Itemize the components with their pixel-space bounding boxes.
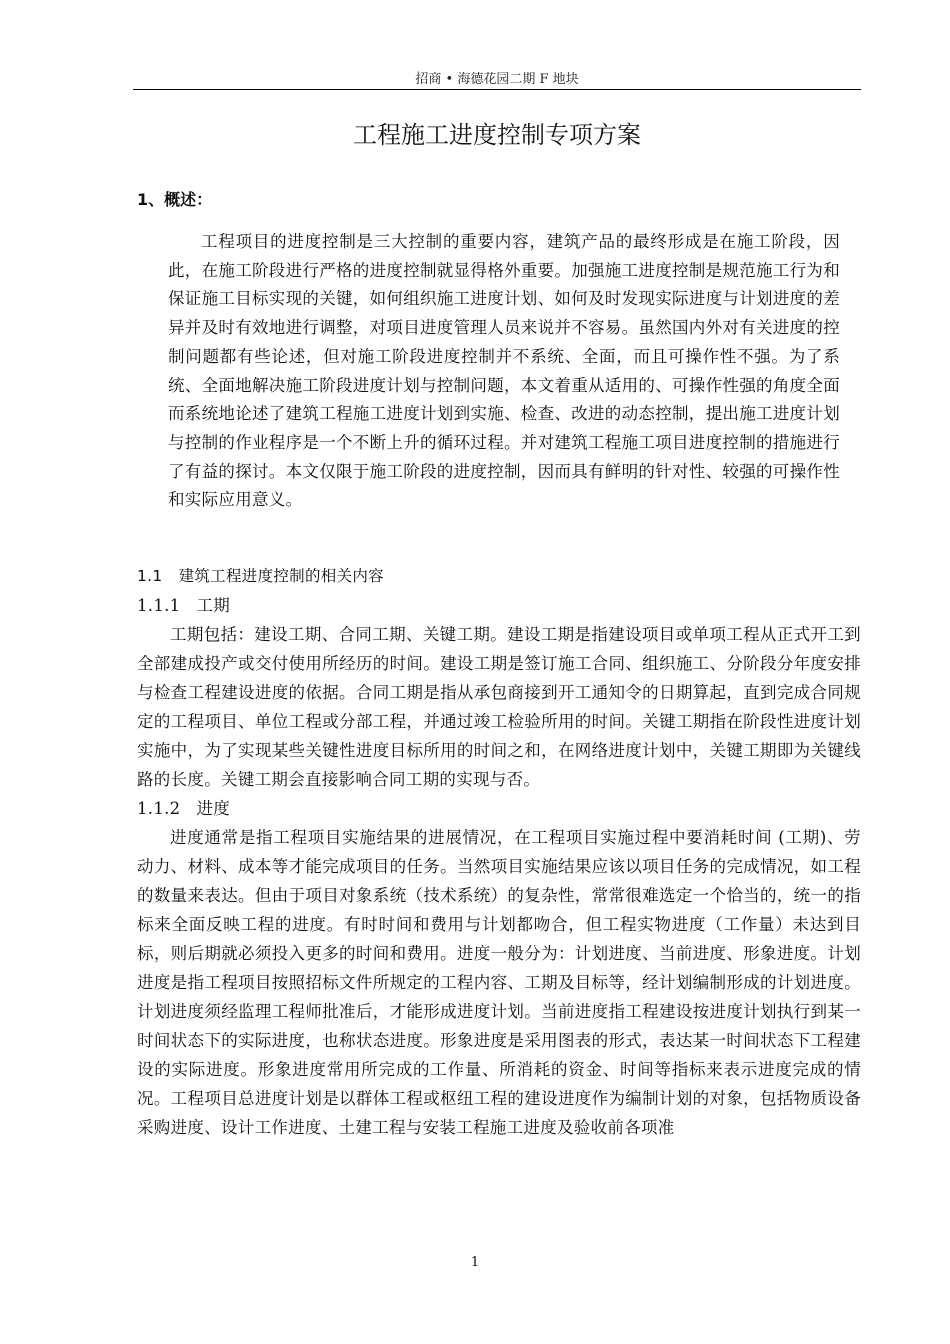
- section-1-1-1-title: 工期: [196, 596, 231, 615]
- construction-period-paragraph: 工期包括：建设工期、合同工期、关键工期。建设工期是指建设项目或单项工程从正式开工到全部建成投产或交付使用所经历的时间。建设工期是签订施工合同、组织施工、分阶段分年度安排与检查工程建设进度的依据。合同工期是指从承包商接到开工通知令的日期算起，直到完成合同规定的工程项目、单位工程或分部工程，并通过竣工检验所用的时间。关键工期指在阶段性进度计划实施中，为了实现某些关键性进度目标所用的时间之和，在网络进度计划中，关键工期即为关键线路的长度。关键工期会直接影响合同工期的实现与否。: [137, 625, 861, 789]
- header-rule: [133, 89, 861, 90]
- page-header: 招商 • 海德花园二期 F 地块: [415, 72, 579, 87]
- document-title: 工程施工进度控制专项方案: [353, 121, 641, 149]
- progress-paragraph: 进度通常是指工程项目实施结果的进展情况，在工程项目实施过程中要消耗时间 (工期)、劳动力、材料、成本等才能完成项目的任务。当然项目实施结果应该以项目任务的完成情况，如工程的数量来表达。但由于项目对象系统（技术系统）的复杂性，常常很难选定一个恰当的，统一的指标来全面反映工程的进度。有时时间和费用与计划都吻合，但工程实物进度（工作量）未达到目标，则后期就必须投入更多的时间和费用。进度一般分为：计划进度、当前进度、形象进度。计划进度是指工程项目按照招标文件所规定的工程内容、工期及目标等，经计划编制形成的计划进度。计划进度须经监理工程师批准后，才能形成进度计划。当前进度指工程建设按进度计划执行到某一时间状态下的实际进度，也称状态进度。形象进度是采用图表的形式，表达某一时间状态下工程建设的实际进度。形象进度常用所完成的工作量、所消耗的资金、时间等指标来表示进度完成的情况。工程项目总进度计划是以群体工程或枢纽工程的建设进度作为编制计划的对象，包括物质设备采购进度、设计工作进度、土建工程与安装工程施工进度及验收前各项准: [137, 828, 861, 1137]
- section-1-1-2-number: 1.1.2: [137, 799, 181, 818]
- section-1-1-heading: [137, 562, 861, 591]
- section-1-1-number: 1.1: [137, 567, 163, 585]
- page-number: 1: [470, 1255, 480, 1270]
- section-1-1-1-number: 1.1.1: [137, 596, 181, 615]
- section-1-heading: 1、概述：: [137, 190, 213, 209]
- overview-paragraph: 工程项目的进度控制是三大控制的重要内容，建筑产品的最终形成是在施工阶段，因此，在施工阶段进行严格的进度控制就显得格外重要。加强施工进度控制是规范施工行为和保证施工目标实现的关键，如何组织施工进度计划、如何及时发现实际进度与计划进度的差异并及时有效地进行调整，对项目进度管理人员来说并不容易。虽然国内外对有关进度的控制问题都有些论述，但对施工阶段进度控制并不系统、全面，而且可操作性不强。为了系统、全面地解决施工阶段进度计划与控制问题，本文着重从适用的、可操作性强的角度全面而系统地论述了建筑工程施工进度计划到实施、检查、改进的动态控制，提出施工进度计划与控制的作业程序是一个不断上升的循环过程。并对建筑工程施工项目进度控制的措施进行了有益的探讨。本文仅限于施工阶段的进度控制，因而具有鲜明的针对性、较强的可操作性和实际应用意义。: [168, 232, 840, 510]
- section-1-1-2-title: 进度: [196, 799, 231, 818]
- overview-section: [168, 228, 840, 515]
- section-1-1-2-heading: [137, 794, 861, 823]
- section-1-1-1-heading: [137, 591, 861, 620]
- section-1-1-title: 建筑工程进度控制的相关内容: [178, 567, 384, 585]
- section-1-1: [137, 562, 861, 1142]
